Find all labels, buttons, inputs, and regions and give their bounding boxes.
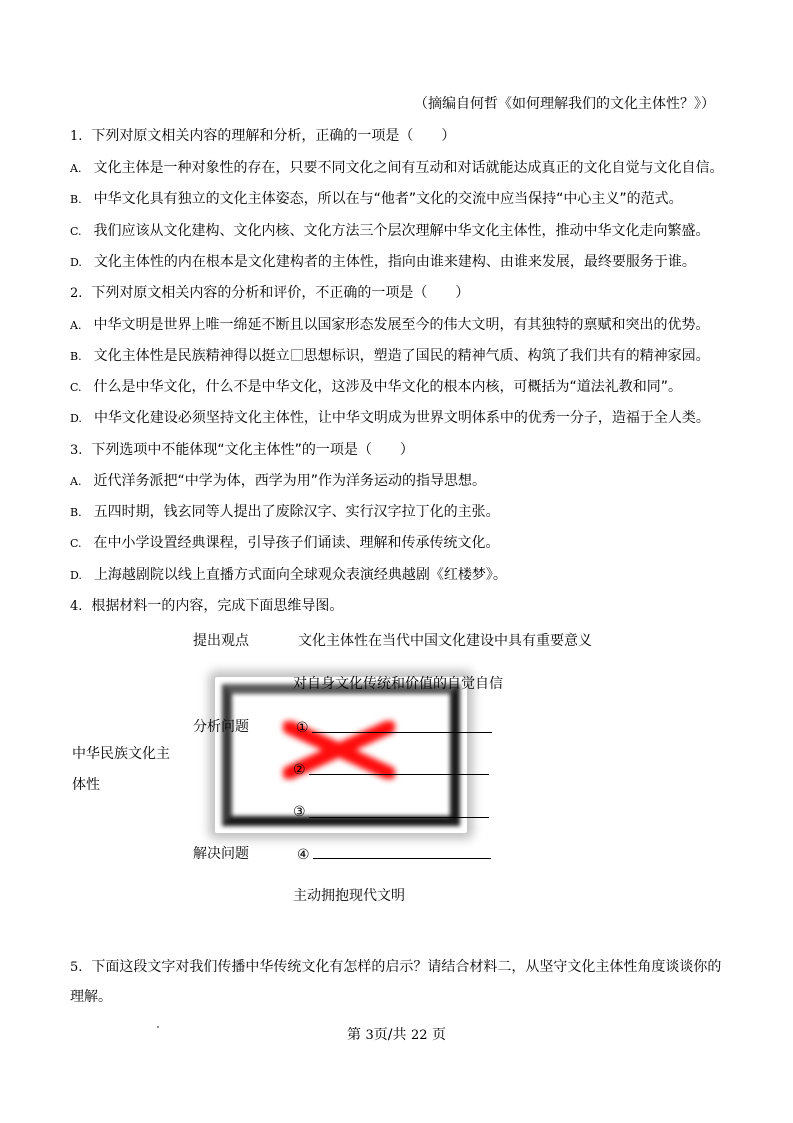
question-1-option-c: [70, 221, 710, 242]
option-text: 我们应该从文化建构、文化内核、文化方法三个层次理解中华文化主体性，推动中华文化走向繁盛。: [93, 223, 710, 239]
question-5-number: 5.: [70, 960, 83, 975]
option-letter: B.: [70, 193, 82, 206]
option-text: 中华文明是世界上唯一绵延不断且以国家形态发展至今的伟大文明，有其独特的禀赋和突出的优势。: [93, 317, 710, 333]
mindmap-label-solve: 解决问题: [193, 846, 249, 862]
mindmap-confidence-text: 对自身文化传统和价值的自觉自信: [293, 676, 503, 692]
question-5-line2: 理解。: [70, 989, 112, 1005]
option-letter: B.: [70, 350, 82, 363]
question-3-option-b: [70, 502, 500, 523]
question-2-stem: [70, 283, 469, 304]
question-3-option-d: [70, 565, 507, 586]
mindmap-label-analyze: 分析问题: [193, 719, 249, 735]
blank-1-line[interactable]: [312, 732, 492, 733]
blank-2-marker: ②: [293, 762, 306, 778]
question-1-text: 下列对原文相关内容的理解和分析，正确的一项是（ ）: [91, 128, 456, 144]
question-1-option-a: [70, 158, 723, 179]
question-3-option-c: [70, 533, 500, 554]
footer-page-number: 3: [365, 1028, 374, 1043]
question-2-text: 下列对原文相关内容的分析和评价，不正确的一项是（ ）: [91, 285, 470, 301]
option-text: 五四时期，钱玄同等人提出了废除汉字、实行汉字拉丁化的主张。: [93, 504, 500, 520]
question-1-stem: [70, 126, 455, 147]
question-2-number: 2.: [70, 286, 83, 301]
option-letter: D.: [70, 569, 82, 582]
mindmap-propose-text: 文化主体性在当代中国文化建设中具有重要意义: [298, 633, 592, 649]
question-3-option-a: [70, 471, 486, 492]
option-letter: A.: [70, 162, 82, 175]
question-3-stem: [70, 440, 414, 461]
option-text: 中华文化具有独立的文化主体姿态，所以在与“他者”文化的交流中应当保持“中心主义”的范式。: [93, 191, 683, 207]
question-4-stem: [70, 596, 343, 617]
question-4-text: 根据材料一的内容，完成下面思维导图。: [91, 598, 344, 614]
question-2-option-a: [70, 315, 709, 336]
option-letter: A.: [70, 319, 82, 332]
source-citation: （摘编自何哲《如何理解我们的文化主体性？》）: [414, 96, 715, 112]
option-letter: C.: [70, 225, 82, 238]
page-footer: [0, 1024, 793, 1044]
option-text-before: 文化主体性是民族精神得以挺立: [93, 348, 290, 364]
option-letter: C.: [70, 381, 82, 394]
option-letter: B.: [70, 506, 82, 519]
footer-pre: 第: [347, 1027, 362, 1043]
question-5-stem: [70, 957, 721, 978]
blank-4-marker: ④: [297, 847, 310, 863]
option-text: 在中小学设置经典课程，引导孩子们诵读、理解和传承传统文化。: [93, 535, 500, 551]
blank-1-marker: ①: [296, 720, 309, 736]
mindmap-root-line1: 中华民族文化主: [72, 746, 170, 762]
question-2-option-b: [70, 346, 710, 367]
question-1-number: 1.: [70, 129, 83, 144]
question-1-option-b: [70, 189, 683, 210]
option-text: 文化主体性的内在根本是文化建构者的主体性，指向由谁来建构、由谁来发展，最终要服务于谁。: [93, 254, 696, 270]
option-text: 上海越剧院以线上直播方式面向全球观众表演经典越剧《红楼梦》。: [93, 567, 507, 583]
option-text: 近代洋务派把“中学为体，西学为用”作为洋务运动的指导思想。: [93, 473, 486, 489]
question-3-number: 3.: [70, 443, 83, 458]
option-letter: A.: [70, 475, 82, 488]
footer-total-pages: 22: [410, 1028, 428, 1043]
mindmap-label-propose: 提出观点: [193, 633, 249, 649]
blank-3-line[interactable]: [309, 817, 489, 818]
blank-2-line[interactable]: [309, 774, 489, 775]
footer-mid: 页/共: [373, 1027, 407, 1043]
option-letter: C.: [70, 537, 82, 550]
footer-post: 页: [431, 1027, 446, 1043]
blank-4-line[interactable]: [313, 858, 491, 859]
question-2-option-c: [70, 377, 682, 398]
missing-glyph-icon: [291, 349, 303, 361]
blank-3-marker: ③: [293, 804, 306, 820]
question-5-line1: 下面这段文字对我们传播中华传统文化有怎样的启示？请结合材料二，从坚守文化主体性角度谈谈你的: [91, 959, 722, 975]
mindmap-bottom-text: 主动拥抱现代文明: [293, 888, 405, 904]
question-1-option-d: [70, 252, 696, 273]
question-3-text: 下列选项中不能体现“文化主体性”的一项是（ ）: [91, 442, 414, 458]
option-letter: D.: [70, 412, 82, 425]
option-letter: D.: [70, 256, 82, 269]
question-2-option-d: [70, 408, 710, 429]
mindmap-root-line2: 体性: [72, 777, 100, 793]
option-text: 什么是中华文化，什么不是中华文化，这涉及中华文化的根本内核，可概括为“道法礼教和同”。: [93, 379, 683, 395]
option-text: 文化主体是一种对象性的存在，只要不同文化之间有互动和对话就能达成真正的文化自觉与文化自信。: [93, 160, 724, 176]
option-text: 中华文化建设必须坚持文化主体性，让中华文明成为世界文明体系中的优秀一分子，造福于全人类。: [93, 410, 710, 426]
question-4-number: 4.: [70, 599, 83, 614]
option-text-after: 思想标识，塑造了国民的精神气质、构筑了我们共有的精神家园。: [303, 348, 710, 364]
